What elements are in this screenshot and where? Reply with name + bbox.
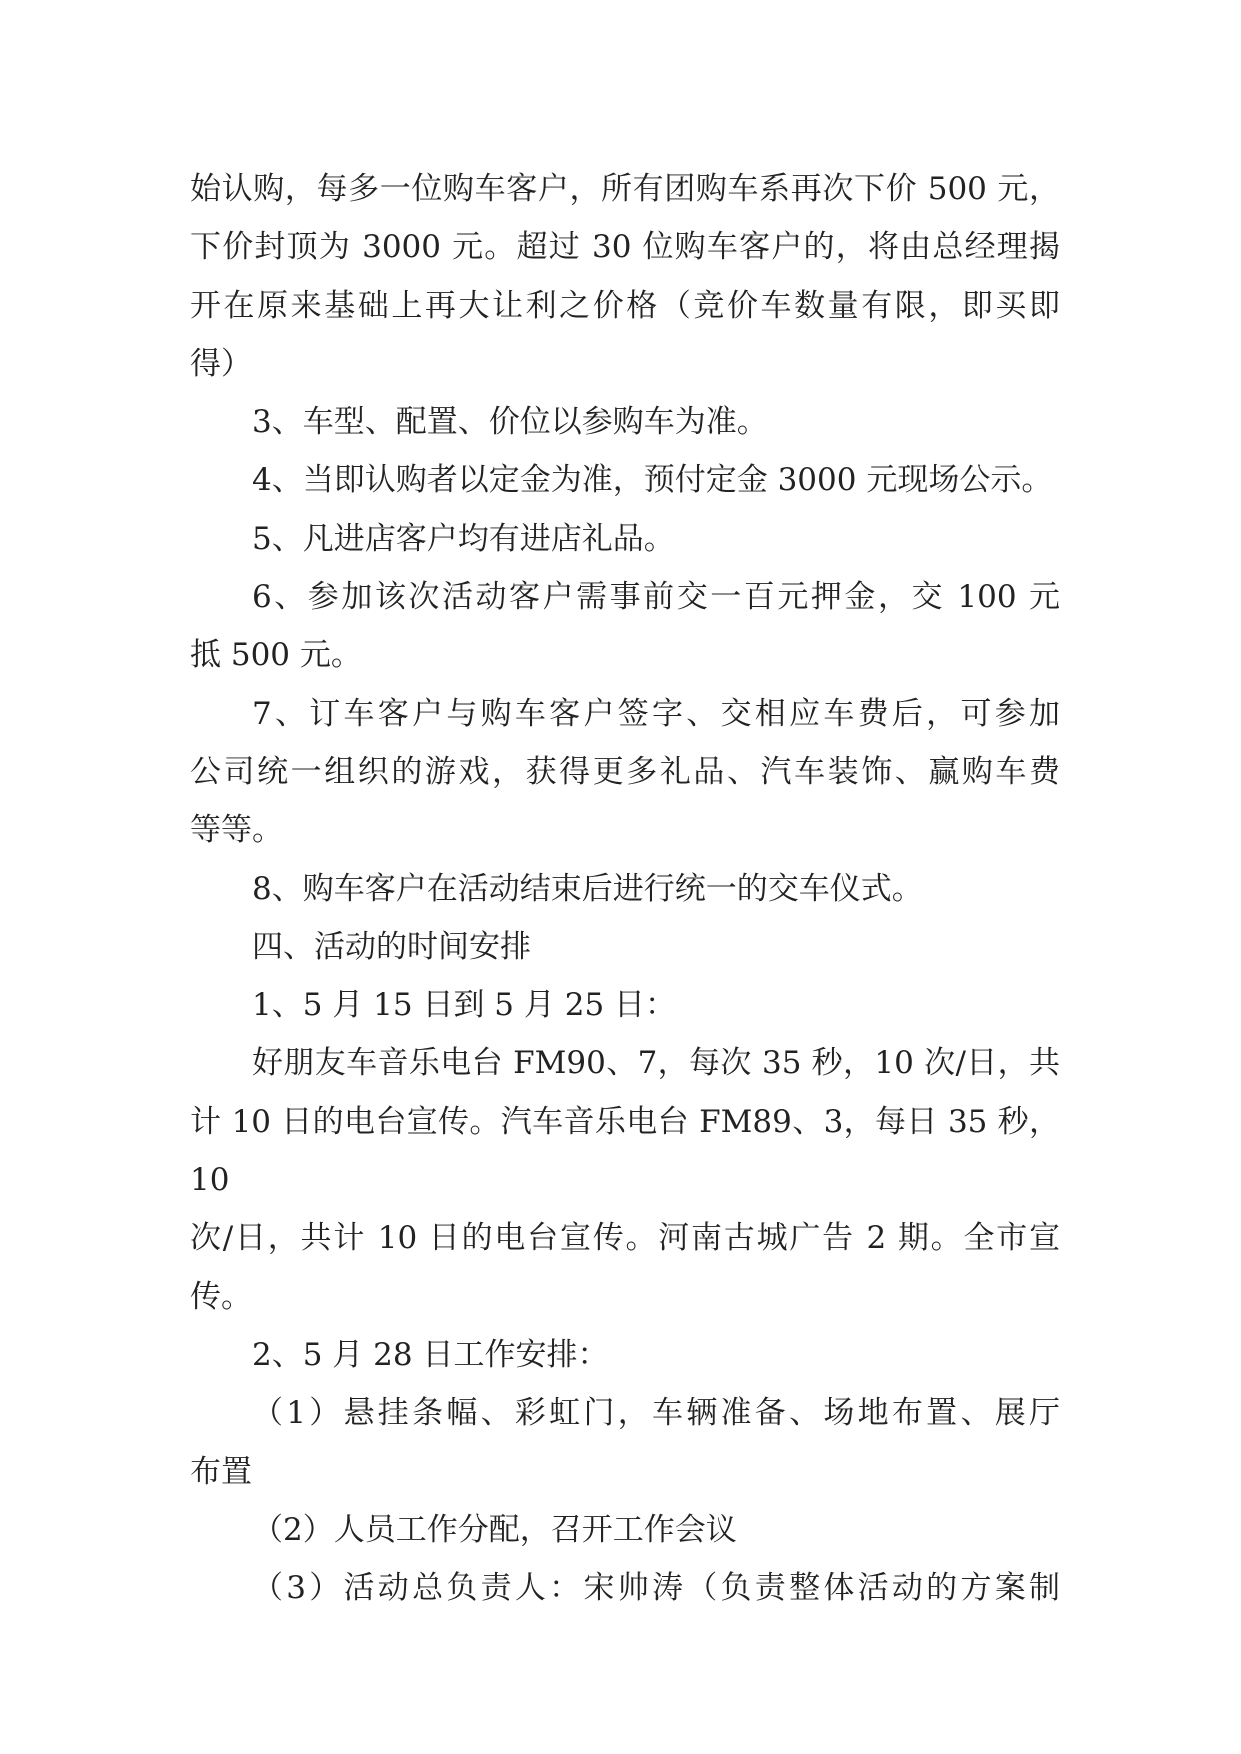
text-line: 传。 — [190, 1278, 252, 1315]
text-line: 7、订车客户与购车客户签字、交相应车费后，可参加 — [252, 695, 1060, 732]
text-line: 等等。 — [190, 812, 283, 849]
text-line: 计 10 日的电台宣传。汽车音乐电台 FM89、3，每日 35 秒，10 — [190, 1103, 1060, 1199]
text-line: 四、活动的时间安排 — [252, 928, 531, 965]
paragraph-item-8 — [190, 860, 1060, 918]
task-item-1 — [190, 1384, 1060, 1501]
text-line: 抵 500 元。 — [190, 637, 362, 674]
schedule-item-2 — [190, 1326, 1060, 1384]
task-item-3 — [190, 1559, 1060, 1617]
section-heading-schedule — [190, 918, 1060, 976]
paragraph-item-3 — [190, 393, 1060, 451]
text-line: 2、5 月 28 日工作安排： — [252, 1336, 609, 1373]
schedule-item-1 — [190, 976, 1060, 1034]
text-line: 5、凡进店客户均有进店礼品。 — [252, 520, 675, 557]
text-line: （3）活动总负责人：宋帅涛（负责整体活动的方案制 — [252, 1570, 1060, 1607]
text-line: （2）人员工作分配，召开工作会议 — [252, 1511, 737, 1548]
text-line: 下价封顶为 3000 元。超过 30 位购车客户的，将由总经理揭 — [190, 229, 1060, 266]
paragraph-item-4 — [190, 451, 1060, 509]
paragraph-1 — [190, 160, 1060, 393]
text-line: 3、车型、配置、价位以参购车为准。 — [252, 404, 768, 441]
paragraph-radio-promo — [190, 1034, 1060, 1325]
text-line: 8、购车客户在活动结束后进行统一的交车仪式。 — [252, 870, 923, 907]
text-line: 4、当即认购者以定金为准，预付定金 3000 元现场公示。 — [252, 462, 1053, 499]
document-body — [190, 160, 1060, 1617]
text-line: 开在原来基础上再大让利之价格（竞价车数量有限，即买即 — [190, 287, 1060, 324]
text-line: 好朋友车音乐电台 FM90、7，每次 35 秒，10 次/日，共 — [252, 1045, 1060, 1082]
text-line: 1、5 月 15 日到 5 月 25 日： — [252, 987, 677, 1024]
text-line: 得） — [190, 345, 252, 382]
paragraph-item-5 — [190, 510, 1060, 568]
task-item-2 — [190, 1501, 1060, 1559]
text-line: 公司统一组织的游戏，获得更多礼品、汽车装饰、赢购车费 — [190, 753, 1060, 790]
text-line: 布置 — [190, 1453, 252, 1490]
paragraph-item-7 — [190, 685, 1060, 860]
text-line: 6、参加该次活动客户需事前交一百元押金，交 100 元 — [252, 579, 1060, 616]
text-line: 始认购，每多一位购车客户，所有团购车系再次下价 500 元， — [190, 171, 1060, 207]
text-line: （1）悬挂条幅、彩虹门，车辆准备、场地布置、展厅 — [252, 1395, 1060, 1432]
text-line: 次/日，共计 10 日的电台宣传。河南古城广告 2 期。全市宣 — [190, 1220, 1060, 1257]
paragraph-item-6 — [190, 568, 1060, 685]
